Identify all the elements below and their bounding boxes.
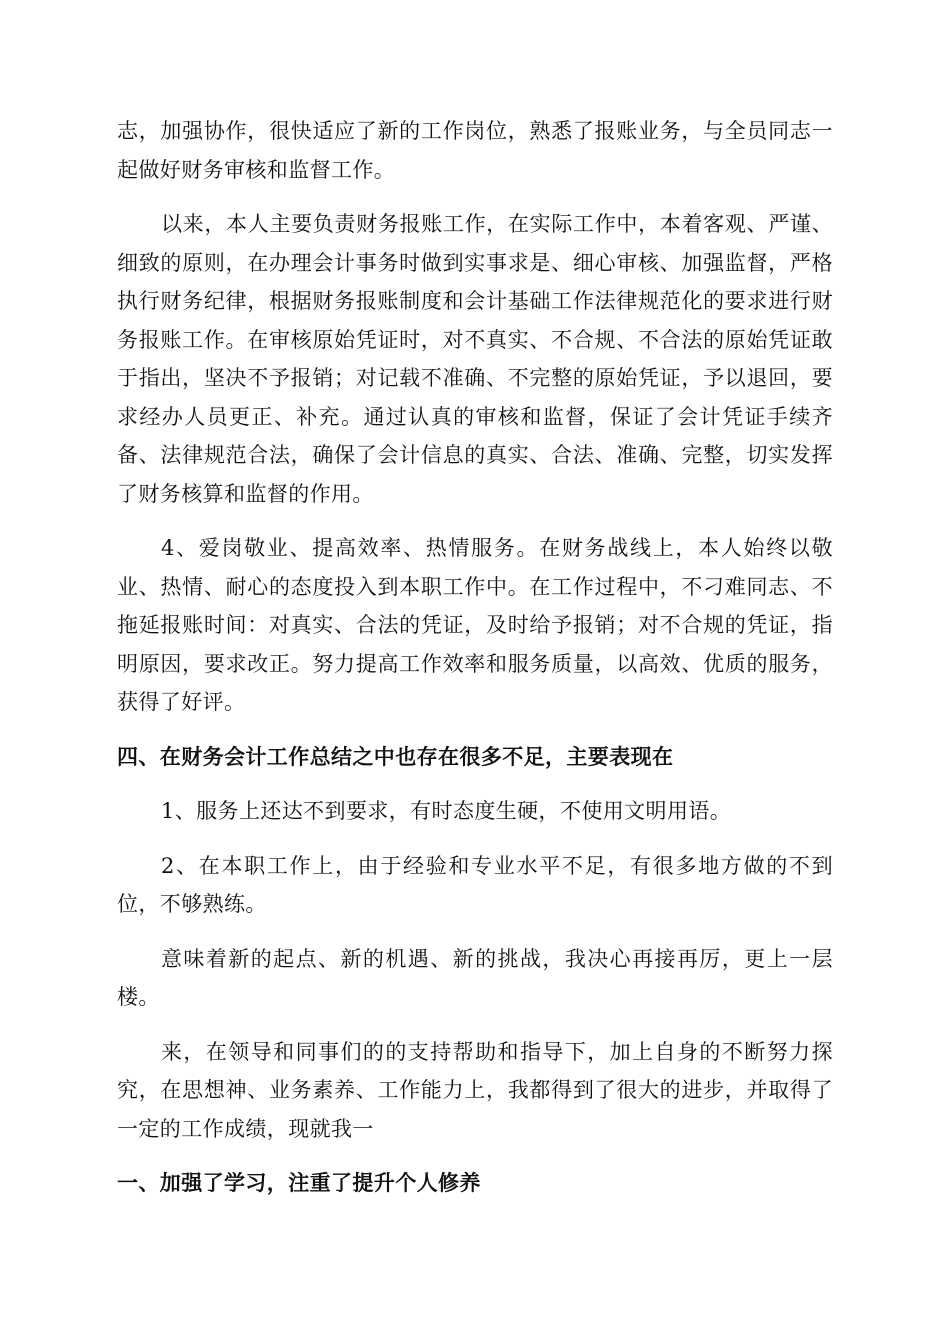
paragraph-7: 来，在领导和同事们的的支持帮助和指导下，加上自身的不断努力探究，在思想神、业务素养、工作能力上，我都得到了很大的进步，并取得了一定的工作成绩，现就我一 xyxy=(117,1039,833,1141)
paragraph-3: 4、爱岗敬业、提高效率、热情服务。在财务战线上，本人始终以敬业、热情、耐心的态度投入到本职工作中。在工作过程中，不刁难同志、不拖延报账时间：对真实、合法的凭证，及时给予报销；对不合规的凭证，指明原因，要求改正。努力提高工作效率和服务质量，以高效、优质的服务，获得了好评。 xyxy=(117,536,833,714)
document-body xyxy=(117,112,833,1219)
paragraph-5: 2、在本职工作上，由于经验和专业水平不足，有很多地方做的不到位，不够熟练。 xyxy=(117,853,833,916)
paragraph-4: 1、服务上还达不到要求，有时态度生硬，不使用文明用语。 xyxy=(161,799,732,823)
paragraph-6: 意味着新的起点、新的机遇、新的挑战，我决心再接再厉，更上一层楼。 xyxy=(117,946,833,1009)
section-heading-4: 四、在财务会计工作总结之中也存在很多不足，主要表现在 xyxy=(117,744,674,769)
paragraph-1: 志，加强协作，很快适应了新的工作岗位，熟悉了报账业务，与全员同志一起做好财务审核和监督工作。 xyxy=(117,119,833,182)
paragraph-2: 以来，本人主要负责财务报账工作，在实际工作中，本着客观、严谨、细致的原则，在办理会计事务时做到实事求是、细心审核、加强监督，严格执行财务纪律，根据财务报账制度和会计基础工作法律规范化的要求进行财务报账工作。在审核原始凭证时，对不真实、不合规、不合法的原始凭证敢于指出，坚决不予报销；对记载不准确、不完整的原始凭证，予以退回，要求经办人员更正、补充。通过认真的审核和监督，保证了会计凭证手续齐备、法律规范合法，确保了会计信息的真实、合法、准确、完整，切实发挥了财务核算和监督的作用。 xyxy=(117,212,833,506)
section-heading-1: 一、加强了学习，注重了提升个人修养 xyxy=(117,1171,481,1195)
